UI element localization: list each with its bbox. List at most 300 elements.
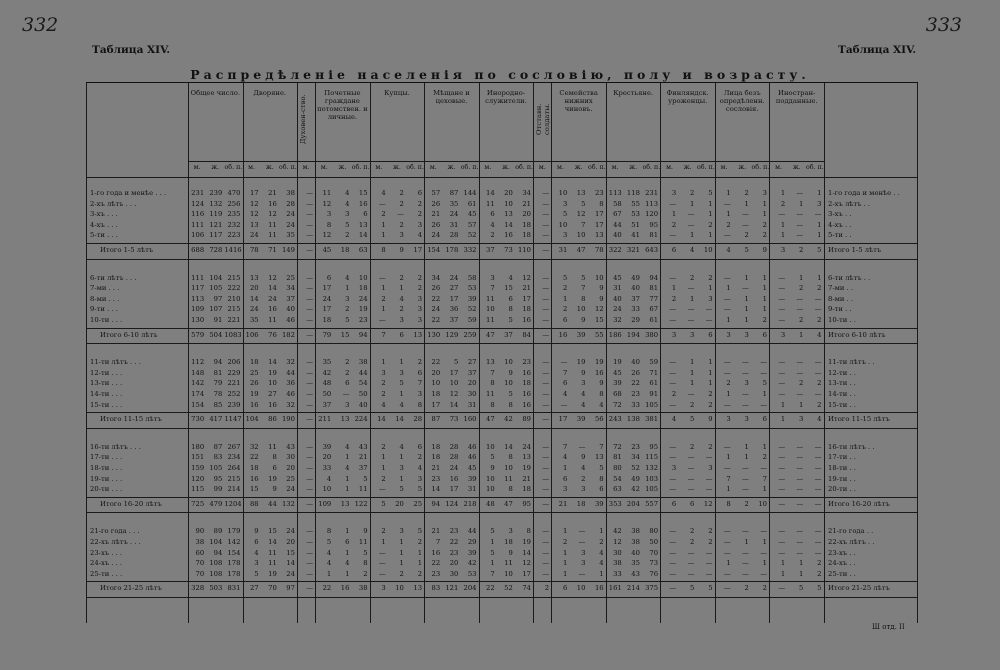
table-cell: 117 xyxy=(191,284,205,293)
table-row xyxy=(188,500,823,508)
row-label-right: 10-ти . . xyxy=(828,316,856,324)
table-cell: 1 xyxy=(762,442,767,451)
table-cell: — xyxy=(306,453,314,462)
table-cell: 17 xyxy=(322,284,332,293)
table-cell: — xyxy=(542,189,550,197)
table-cell: 120 xyxy=(645,210,659,219)
table-cell: 13 xyxy=(358,220,368,229)
table-cell: 13 xyxy=(413,330,423,339)
table-cell: — xyxy=(378,559,386,568)
table-cell: — xyxy=(542,442,550,451)
table-cell: 2 xyxy=(671,294,677,303)
table-cell: 3 xyxy=(399,368,404,377)
table-cell: 7 xyxy=(726,474,731,483)
table-cell: 89 xyxy=(522,415,531,424)
table-cell: 111 xyxy=(191,273,205,282)
table-cell: 20 xyxy=(322,453,332,462)
table-cell: 44 xyxy=(613,220,622,229)
table-cell: 1 xyxy=(399,358,404,367)
table-cell: 70 xyxy=(195,569,205,578)
table-cell: 37 xyxy=(467,368,477,377)
table-cell: 91 xyxy=(649,390,659,398)
table-cell: 16 xyxy=(522,368,531,377)
sex-subheader: об. п. xyxy=(351,164,370,171)
table-cell: 231 xyxy=(191,189,205,197)
table-cell: 3 xyxy=(581,559,586,568)
table-cell: 13 xyxy=(340,415,350,424)
table-cell: — xyxy=(742,400,749,409)
table-cell: 2 xyxy=(708,442,713,451)
table-cell: 688 xyxy=(191,246,205,254)
table-cell: 161 xyxy=(608,584,622,593)
table-cell: 144 xyxy=(463,189,477,197)
table-cell: 8 xyxy=(490,400,495,409)
table-cell: — xyxy=(669,368,677,377)
table-cell: — xyxy=(778,442,786,451)
sex-subheader: ж. xyxy=(393,164,401,171)
table-cell: 22 xyxy=(431,358,441,367)
table-cell: 78 xyxy=(249,246,259,254)
column-header: Инородно-служители. xyxy=(485,89,527,105)
table-cell: 17 xyxy=(522,569,531,578)
table-cell: 3 xyxy=(744,330,749,339)
table-cell: 1 xyxy=(399,284,404,293)
table-cell: 70 xyxy=(195,559,205,568)
table-cell: — xyxy=(814,464,822,472)
table-cell: 11 xyxy=(486,390,495,398)
sex-subheader: м. xyxy=(538,164,546,171)
table-cell: 26 xyxy=(431,220,441,229)
table-cell: 2 xyxy=(417,453,423,462)
table-cell: 58 xyxy=(467,273,477,282)
table-row xyxy=(188,559,823,567)
table-row xyxy=(188,274,823,282)
table-cell: 160 xyxy=(463,415,477,424)
table-cell: — xyxy=(669,199,677,208)
table-cell: 6 xyxy=(599,485,604,494)
table-cell: 2 xyxy=(744,584,749,593)
table-cell: 221 xyxy=(227,379,241,388)
table-cell: 24 xyxy=(249,231,259,240)
row-label-right: Итого 11-15 лѣтъ xyxy=(828,415,890,424)
table-cell: — xyxy=(687,548,695,557)
table-cell: — xyxy=(723,273,731,282)
table-cell: 18 xyxy=(504,538,513,546)
table-cell: 232 xyxy=(227,220,241,229)
table-cell: 7 xyxy=(581,284,586,293)
table-cell: 4 xyxy=(562,390,568,398)
table-cell: 107 xyxy=(209,305,223,314)
table-cell: — xyxy=(306,442,314,451)
table-cell: 2 xyxy=(798,379,804,388)
row-label: 18-ти . . . xyxy=(90,464,123,472)
table-cell: 1416 xyxy=(224,246,242,254)
table-cell: — xyxy=(796,538,804,546)
table-cell: 21 xyxy=(522,199,531,208)
table-cell: 124 xyxy=(445,499,459,508)
table-cell: — xyxy=(306,584,314,593)
table-cell: 10 xyxy=(504,464,513,472)
table-cell: 1 xyxy=(345,548,350,557)
table-cell: — xyxy=(723,548,731,557)
sex-subheader: об. п. xyxy=(279,164,297,171)
table-cell: 142 xyxy=(227,538,241,546)
table-cell: 47 xyxy=(576,246,586,254)
table-cell: 5 xyxy=(508,390,513,398)
table-cell: 7 xyxy=(562,368,568,377)
table-cell: 116 xyxy=(191,210,205,219)
table-cell: 5 xyxy=(490,453,495,462)
row-label-right: 14-ти . . xyxy=(828,390,856,398)
table-cell: — xyxy=(542,199,550,208)
row-rule xyxy=(86,328,918,329)
table-cell: 12 xyxy=(268,210,277,219)
table-cell: — xyxy=(778,294,786,303)
table-cell: 2 xyxy=(490,231,495,240)
table-cell: — xyxy=(742,284,749,293)
table-cell: 32 xyxy=(286,400,295,409)
table-cell: — xyxy=(796,220,804,229)
table-cell: 24 xyxy=(449,273,459,282)
table-cell: 12 xyxy=(594,305,604,314)
table-cell: 2 xyxy=(690,400,695,409)
table-cell: 115 xyxy=(191,485,205,494)
table-cell: 138 xyxy=(626,415,640,424)
row-label-right: 2-хъ лѣтъ . . xyxy=(828,199,871,208)
table-row xyxy=(188,305,823,313)
table-cell: 61 xyxy=(467,199,477,208)
table-cell: 2 xyxy=(381,442,386,451)
table-cell: 23 xyxy=(631,390,640,398)
table-cell: 2 xyxy=(726,220,731,229)
table-cell: — xyxy=(687,559,695,568)
row-label: Итого 16-20 лѣтъ xyxy=(100,499,162,508)
table-cell: 24 xyxy=(431,231,441,240)
row-label: 1-го года и менѣе . . . xyxy=(90,189,167,197)
table-cell: 6 xyxy=(562,474,568,483)
table-cell: 67 xyxy=(649,305,659,314)
table-cell: 1204 xyxy=(224,499,242,508)
column-header: Почетные граждане потомствен. и личные. xyxy=(317,89,368,121)
table-cell: 10 xyxy=(504,358,513,367)
table-cell: — xyxy=(814,538,822,546)
table-cell: 179 xyxy=(227,527,241,536)
table-cell: 3 xyxy=(798,415,804,424)
table-cell: — xyxy=(669,453,677,462)
table-cell: — xyxy=(814,527,822,536)
table-cell: 28 xyxy=(449,442,459,451)
table-cell: 3 xyxy=(254,559,259,568)
table-cell: 35 xyxy=(322,358,332,367)
table-cell: 9 xyxy=(599,379,604,388)
table-cell: 2 xyxy=(417,199,423,208)
table-cell: 1 xyxy=(562,548,568,557)
table-cell: 12 xyxy=(449,390,459,398)
sex-subheader: м. xyxy=(666,164,673,171)
table-cell: — xyxy=(542,390,550,398)
row-label-right: 7-ми . . xyxy=(828,284,854,293)
table-cell: 1 xyxy=(399,474,404,483)
table-cell: 56 xyxy=(594,415,604,424)
table-cell: 1 xyxy=(399,538,404,546)
table-cell: 55 xyxy=(594,330,604,339)
table-cell: 243 xyxy=(608,415,622,424)
table-cell: 34 xyxy=(522,189,531,197)
table-cell: 215 xyxy=(227,474,241,483)
table-cell: — xyxy=(742,485,749,494)
table-cell: — xyxy=(542,499,550,508)
table-cell: 1 xyxy=(345,284,350,293)
table-cell: 31 xyxy=(467,400,477,409)
table-cell: — xyxy=(542,485,550,494)
table-cell: 9 xyxy=(272,485,277,494)
table-cell: 18 xyxy=(522,231,531,240)
table-cell: 204 xyxy=(463,584,477,593)
table-cell: 6 xyxy=(272,464,277,472)
table-cell: — xyxy=(814,368,822,377)
table-cell: 2 xyxy=(345,305,350,314)
table-cell: 3 xyxy=(671,464,677,472)
table-cell: 5 xyxy=(345,220,350,229)
table-cell: 34 xyxy=(631,453,640,462)
table-cell: 16 xyxy=(594,368,604,377)
table-cell: 5 xyxy=(690,584,695,593)
table-cell: 1 xyxy=(762,559,767,568)
table-cell: 2 xyxy=(417,284,423,293)
table-cell: — xyxy=(687,485,695,494)
table-cell: — xyxy=(542,415,550,424)
table-cell: 239 xyxy=(209,189,223,197)
table-cell: 74 xyxy=(522,584,531,593)
table-cell: 2 xyxy=(381,294,386,303)
table-cell: — xyxy=(397,210,404,219)
table-cell: 130 xyxy=(427,330,441,339)
table-cell: 1 xyxy=(798,569,804,578)
table-cell: 322 xyxy=(608,246,622,254)
table-cell: 4 xyxy=(817,330,822,339)
table-cell: 95 xyxy=(213,474,223,483)
table-cell: — xyxy=(814,294,822,303)
table-cell: 1 xyxy=(345,485,350,494)
table-cell: 40 xyxy=(358,400,368,409)
table-cell: 120 xyxy=(191,474,205,483)
table-cell: 2 xyxy=(399,273,404,282)
table-cell: 2 xyxy=(399,189,404,197)
table-cell: 108 xyxy=(209,569,223,578)
table-cell: 5 xyxy=(363,474,368,483)
table-cell: — xyxy=(814,210,822,219)
table-cell: — xyxy=(306,464,314,472)
sex-subheader: м. xyxy=(302,164,310,171)
table-cell: 1 xyxy=(708,368,713,377)
table-cell: 94 xyxy=(358,330,368,339)
table-cell: — xyxy=(542,368,550,377)
table-cell: 19 xyxy=(358,305,368,314)
table-cell: — xyxy=(306,379,314,388)
sex-subheader: об. п. xyxy=(696,164,715,171)
table-cell: 479 xyxy=(209,499,223,508)
table-cell: 60 xyxy=(195,548,205,557)
table-cell: 178 xyxy=(227,569,241,578)
table-cell: — xyxy=(778,485,786,494)
table-cell: — xyxy=(542,246,550,254)
table-cell: 24 xyxy=(358,294,368,303)
table-cell: 94 xyxy=(213,358,223,367)
table-cell: 5 xyxy=(399,485,404,494)
table-cell: 18 xyxy=(522,379,531,388)
table-cell: 154 xyxy=(191,400,205,409)
table-cell: 18 xyxy=(431,442,441,451)
row-label-right: 3-хъ . . xyxy=(828,210,852,219)
table-cell: 2 xyxy=(562,538,568,546)
row-label-right: 19-ти . . xyxy=(828,474,856,483)
table-cell: 4 xyxy=(690,246,695,254)
table-cell: 3 xyxy=(744,379,749,388)
footer-note: Ш отд. II xyxy=(872,623,905,631)
table-cell: 45 xyxy=(322,246,332,254)
table-cell: 6 xyxy=(708,330,713,339)
table-cell: 5 xyxy=(562,210,568,219)
table-cell: 2 xyxy=(817,400,822,409)
table-cell: 3 xyxy=(345,210,350,219)
table-cell: 5 xyxy=(254,569,259,578)
table-cell: 1 xyxy=(762,538,767,546)
table-cell: 14 xyxy=(268,358,277,367)
row-label: 19-ти . . . xyxy=(90,474,123,483)
table-cell: 50 xyxy=(649,538,659,546)
table-cell: 22 xyxy=(631,379,640,388)
table-cell: 3 xyxy=(417,474,423,483)
table-cell: 6 xyxy=(508,294,513,303)
table-cell: 10 xyxy=(431,379,441,388)
table-cell: 44 xyxy=(268,499,277,508)
row-label-right: 11-ти лѣтъ . . xyxy=(828,358,875,367)
table-cell: 4 xyxy=(417,231,423,240)
row-label-right: 16-ти лѣтъ . . xyxy=(828,442,875,451)
table-cell: 13 xyxy=(504,210,513,219)
table-cell: 148 xyxy=(191,368,205,377)
sex-subheader: об. п. xyxy=(806,164,824,171)
table-cell: 2 xyxy=(417,569,423,578)
table-cell: — xyxy=(814,358,822,367)
table-cell: 31 xyxy=(613,284,622,293)
row-label-right: 9-ти . . xyxy=(828,305,852,314)
sex-subheader: ж. xyxy=(265,164,274,171)
table-cell: 80 xyxy=(649,527,659,536)
table-cell: — xyxy=(687,305,695,314)
table-cell: 1 xyxy=(744,442,749,451)
table-cell: 7 xyxy=(581,220,586,229)
table-cell: 259 xyxy=(463,330,477,339)
table-cell: 3 xyxy=(326,210,332,219)
row-label: 24-хъ . . . xyxy=(90,559,123,568)
table-cell: 1 xyxy=(744,538,749,546)
row-rule xyxy=(86,259,918,260)
row-label: 16-ти лѣтъ . . . xyxy=(90,442,141,451)
table-cell: 12 xyxy=(322,199,332,208)
table-cell: 34 xyxy=(286,284,295,293)
table-cell: 16 xyxy=(504,231,513,240)
sex-subheader: ж. xyxy=(502,164,510,171)
table-cell: 234 xyxy=(227,453,241,462)
table-cell: 3 xyxy=(417,305,423,314)
table-cell: 1 xyxy=(345,527,350,536)
table-cell: 115 xyxy=(645,453,659,462)
table-cell: 3 xyxy=(345,400,350,409)
table-cell: 11 xyxy=(358,485,368,494)
table-cell: 42 xyxy=(613,527,622,536)
sex-subheader: об. п. xyxy=(751,164,770,171)
table-cell: 725 xyxy=(191,499,205,508)
table-cell: — xyxy=(723,584,731,593)
table-cell: — xyxy=(742,220,749,229)
table-cell: 13 xyxy=(594,231,604,240)
table-row xyxy=(188,453,823,461)
table-cell: 121 xyxy=(209,220,223,229)
table-cell: 3 xyxy=(708,464,713,472)
table-cell: 1 xyxy=(599,527,604,536)
table-cell: — xyxy=(723,358,731,367)
table-cell: 18 xyxy=(522,305,531,314)
table-cell: — xyxy=(306,220,314,229)
table-cell: 43 xyxy=(631,569,640,578)
table-cell: — xyxy=(560,400,568,409)
row-label-right: 8-ми . . xyxy=(828,294,854,303)
table-cell: 12 xyxy=(522,273,531,282)
table-cell: 19 xyxy=(268,474,277,483)
table-cell: 5 xyxy=(508,316,513,324)
table-cell: — xyxy=(742,559,749,568)
table-cell: 117 xyxy=(209,231,223,240)
table-cell: 224 xyxy=(354,415,368,424)
table-cell: 1 xyxy=(671,210,677,219)
table-cell: 2 xyxy=(345,358,350,367)
table-cell: 40 xyxy=(286,305,295,314)
table-cell: 25 xyxy=(249,368,259,377)
table-cell: — xyxy=(306,548,314,557)
table-cell: 104 xyxy=(209,273,223,282)
table-cell: 256 xyxy=(227,199,241,208)
sex-subheader: м. xyxy=(375,164,383,171)
table-cell: 8 xyxy=(726,499,731,508)
table-cell: 1 xyxy=(817,189,822,197)
table-cell: 380 xyxy=(645,330,659,339)
table-cell: 3 xyxy=(690,330,695,339)
sex-subheader: ж. xyxy=(629,164,638,171)
table-cell: 4 xyxy=(399,400,404,409)
table-cell: 43 xyxy=(286,442,295,451)
table-cell: 37 xyxy=(322,400,332,409)
table-row xyxy=(188,231,823,239)
table-cell: 79 xyxy=(213,379,223,388)
table-cell: 37 xyxy=(449,316,459,324)
table-cell: 103 xyxy=(645,474,659,483)
table-cell: 48 xyxy=(322,379,332,388)
table-cell: — xyxy=(778,527,786,536)
table-cell: 151 xyxy=(191,453,205,462)
table-cell: 1 xyxy=(762,210,767,219)
table-cell: 73 xyxy=(649,559,659,568)
table-cell: 119 xyxy=(209,210,223,219)
table-cell: 3 xyxy=(581,485,586,494)
table-cell: 113 xyxy=(645,199,659,208)
table-cell: — xyxy=(306,415,314,424)
table-cell: 20 xyxy=(286,464,295,472)
table-cell: 1147 xyxy=(224,415,242,424)
table-cell: 1 xyxy=(381,358,386,367)
row-label-right: 20-ти . . xyxy=(828,485,856,494)
sex-subheader: ж. xyxy=(211,164,220,171)
